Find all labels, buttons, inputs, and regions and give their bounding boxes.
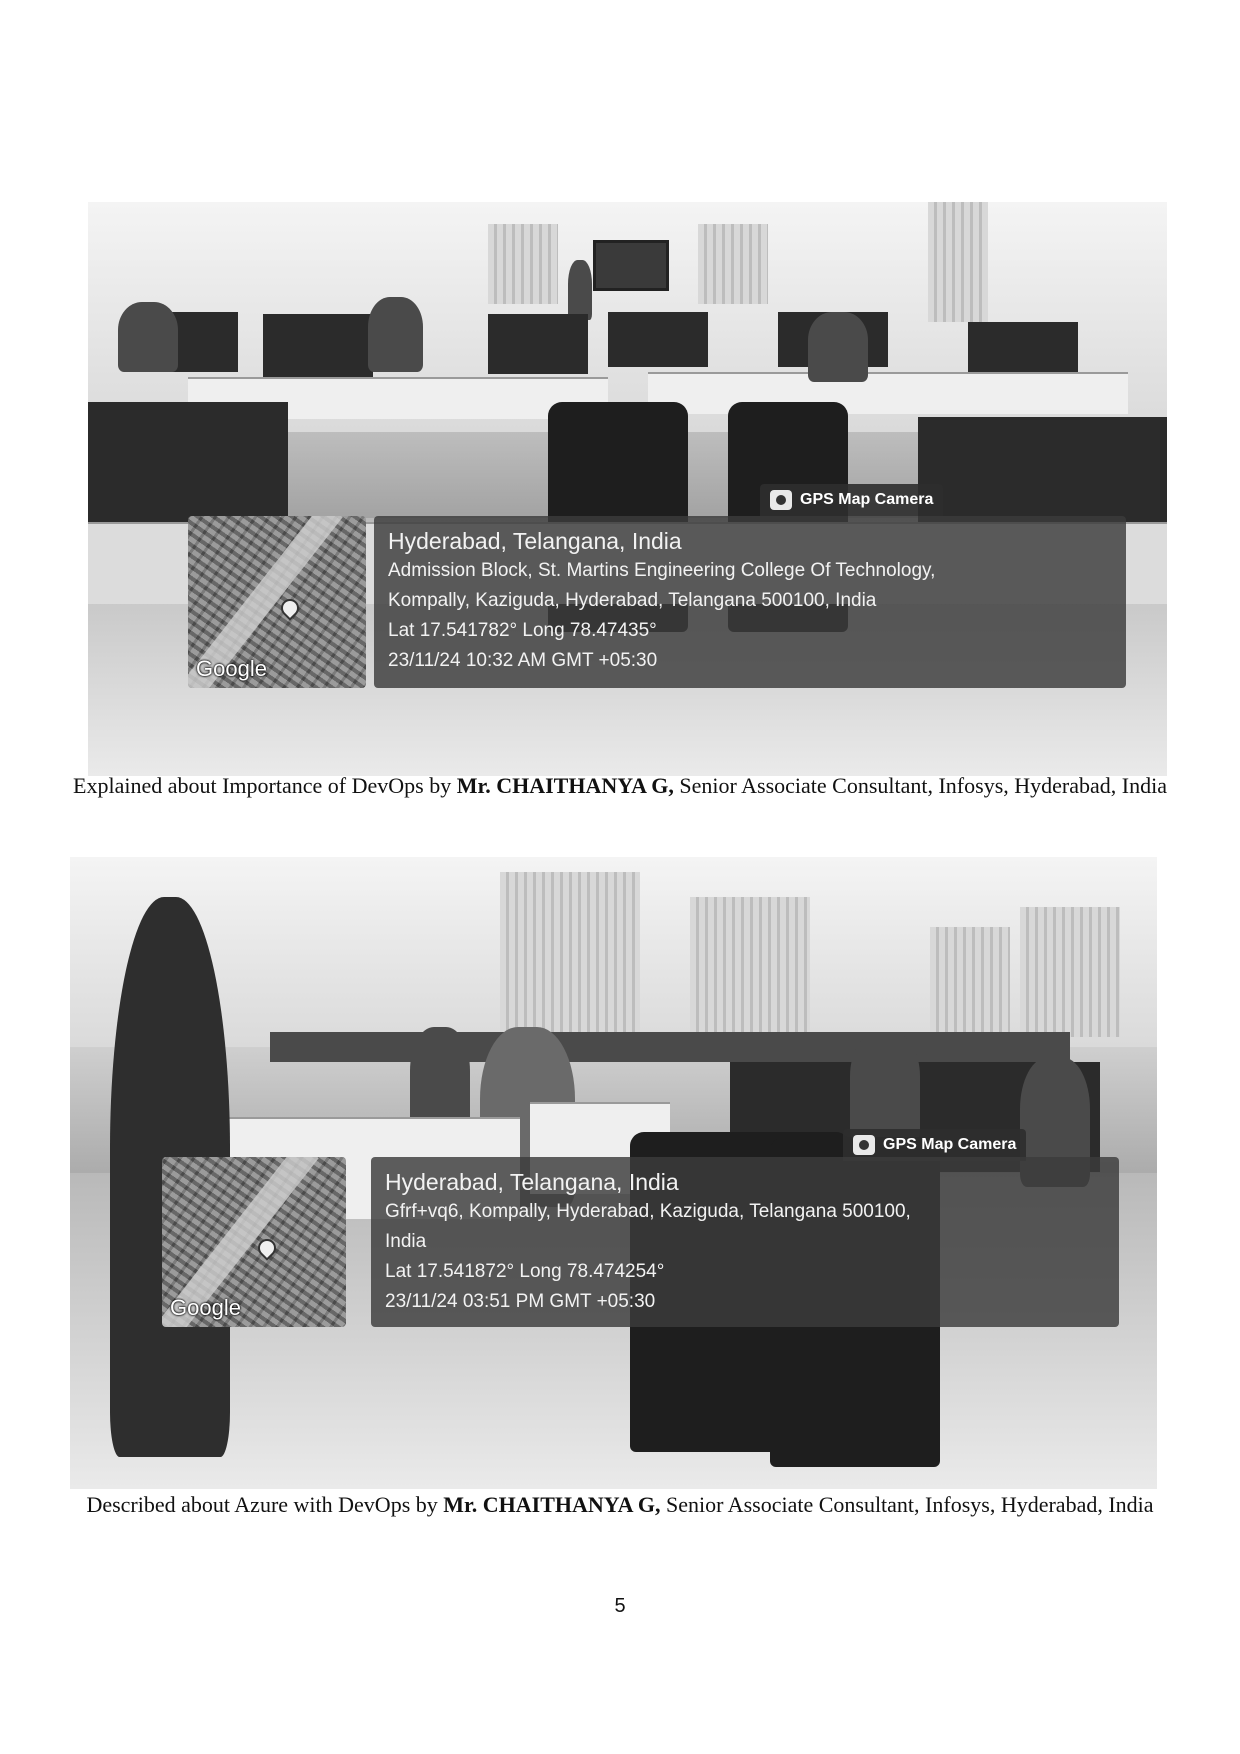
- caption-speaker-name: Mr. CHAITHANYA G,: [456, 773, 674, 798]
- gps-badge-label: GPS Map Camera: [883, 1136, 1017, 1153]
- location-title: Hyderabad, Telangana, India: [385, 1169, 679, 1195]
- location-title: Hyderabad, Telangana, India: [388, 528, 682, 554]
- caption-text-start: Described about Azure with DevOps by: [86, 1492, 444, 1517]
- map-thumbnail: [188, 516, 366, 688]
- google-logo: Google: [170, 1295, 241, 1320]
- caption-text-end: Senior Associate Consultant, Infosys, Hyderabad, India: [660, 1492, 1154, 1517]
- event-photo-1: [88, 202, 1167, 776]
- photo-caption-1: [60, 773, 1180, 799]
- address-line-2: Kompally, Kaziguda, Hyderabad, Telangana 500100, India: [388, 590, 877, 611]
- coordinates: Lat 17.541872° Long 78.474254°: [385, 1261, 665, 1282]
- caption-text-start: Explained about Importance of DevOps by: [73, 773, 457, 798]
- camera-icon: [770, 490, 792, 510]
- timestamp: 23/11/24 03:51 PM GMT +05:30: [385, 1291, 656, 1312]
- classroom-scene: [88, 202, 1167, 776]
- address-line-1: Admission Block, St. Martins Engineering College Of Technology,: [388, 560, 936, 581]
- address-line-1: Gfrf+vq6, Kompally, Hyderabad, Kaziguda, Telangana 500100,: [385, 1201, 911, 1222]
- event-photo-2: [70, 857, 1157, 1489]
- gps-map-camera-badge: [760, 484, 943, 516]
- page-number: 5: [614, 1595, 626, 1617]
- address-line-2: India: [385, 1231, 427, 1252]
- location-overlay: [374, 516, 1126, 688]
- photo-caption-2: [60, 1492, 1180, 1518]
- gps-badge-label: GPS Map Camera: [800, 491, 934, 508]
- caption-speaker-name: Mr. CHAITHANYA G,: [443, 1492, 661, 1517]
- map-thumbnail: [162, 1157, 346, 1327]
- camera-icon: [853, 1135, 875, 1155]
- timestamp: 23/11/24 10:32 AM GMT +05:30: [388, 650, 658, 671]
- coordinates: Lat 17.541782° Long 78.47435°: [388, 620, 657, 641]
- caption-text-end: Senior Associate Consultant, Infosys, Hyderabad, India: [673, 773, 1167, 798]
- google-logo: Google: [196, 656, 267, 681]
- presentation-screen: [593, 240, 669, 291]
- map-pin-icon: [254, 1235, 279, 1260]
- map-pin-icon: [277, 595, 302, 620]
- location-overlay: [371, 1157, 1119, 1327]
